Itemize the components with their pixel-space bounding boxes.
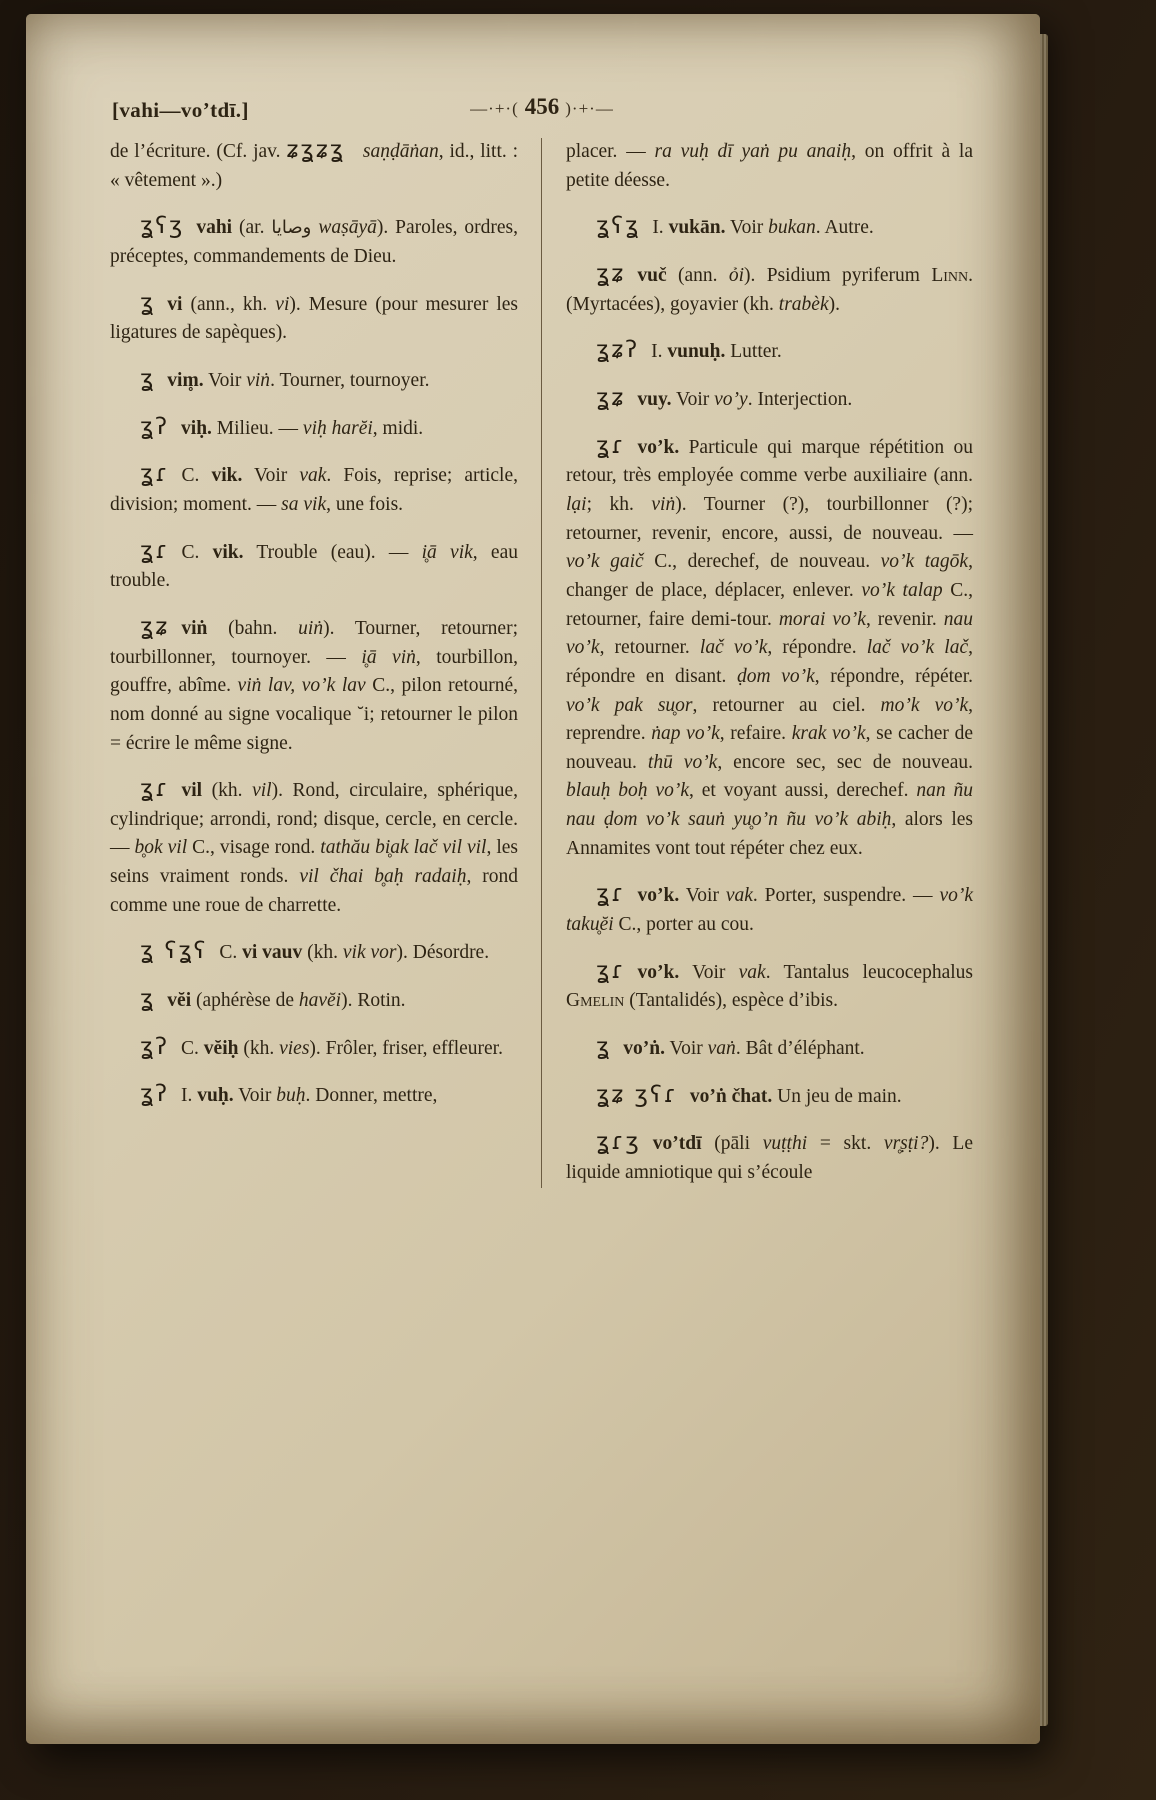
entry-text: ). Frôler, friser, effleurer. — [309, 1037, 503, 1059]
entry-text: , midi. — [372, 417, 424, 439]
italic-term: vak — [299, 465, 327, 487]
entry-text: . Bât d’éléphant. — [735, 1038, 865, 1060]
entry-text: Voir — [242, 465, 300, 487]
italic-term: vr̥ṣṭi? — [883, 1133, 929, 1155]
entry-text: . Autre. — [815, 217, 874, 239]
entry-text: . Tourner, tournoyer. — [270, 369, 430, 391]
dictionary-entry — [566, 214, 973, 243]
italic-term: vik vor — [342, 942, 397, 964]
dictionary-entry — [566, 1035, 973, 1064]
entry-text: C., porter au cou. — [613, 914, 754, 936]
italic-term: vo’k pak su̥or — [566, 694, 693, 716]
entry-text: Voir — [203, 369, 247, 391]
entry-text: Voir — [679, 885, 726, 907]
header-ornament-right: )·+·— — [565, 99, 614, 118]
italic-term: vo’k tagōk — [880, 551, 969, 573]
dictionary-entry — [566, 262, 973, 319]
headword: vi vauv — [242, 942, 303, 964]
italic-term: blauḥ boḥ vo’k — [566, 780, 690, 802]
entry-text: , refaire. — [719, 723, 792, 745]
author-name: Linn. — [931, 264, 973, 286]
entry-text: (pāli — [701, 1133, 763, 1155]
dictionary-entry — [110, 1082, 518, 1111]
headword: vuy. — [637, 388, 672, 410]
entry-text: I. — [652, 217, 669, 239]
entry-text: ). Psidium pyriferum — [744, 264, 932, 286]
entry-text: C., derechef, de nouveau. — [643, 551, 881, 573]
dictionary-entry — [110, 367, 518, 396]
dictionary-entry — [566, 1083, 973, 1112]
entry-text: de l’écriture. (Cf. jav. — [110, 141, 287, 162]
entry-text: (Myrtacées), goyavier (kh. — [566, 293, 779, 315]
dictionary-entry — [110, 939, 518, 968]
dictionary-entry — [110, 777, 518, 920]
cham-glyph: ʓɾ — [140, 461, 170, 488]
entry-text: . Porter, suspendre. — — [752, 885, 940, 907]
italic-term: viḥ harĕi — [302, 417, 373, 439]
page-number-block — [110, 94, 974, 120]
headword: vĕi — [167, 990, 192, 1012]
entry-text: (ann. — [666, 264, 729, 286]
entry-text: C., pilon retourné, nom donné au signe vocalique ˘i; retourner le pilon = écrire le même signe. — [110, 675, 518, 754]
cham-glyph: ʓɾ — [596, 881, 626, 908]
italic-term: lač vo’k — [699, 637, 768, 659]
cham-glyph: ʓʔ — [140, 1033, 170, 1060]
dictionary-entry — [110, 539, 518, 596]
italic-term: vi — [275, 293, 290, 315]
italic-term: vil čhai b̥aḥ radaiḥ — [299, 866, 467, 888]
italic-term: vaṅ — [707, 1038, 736, 1060]
entry-text: , alors les Annamites vont tout répéter chez eux. — [566, 809, 973, 859]
italic-term: i̥ā viṅ — [361, 646, 416, 668]
cham-glyph: ʓ — [140, 986, 156, 1013]
italic-term: ṅap vo’k — [651, 723, 720, 745]
cham-glyph: ʓʑ — [596, 384, 626, 411]
header-ornament-left: —·+·( — [470, 99, 519, 118]
cham-glyph: ʓʑ — [140, 613, 170, 640]
entry-text: ; kh. — [586, 493, 652, 515]
entry-text: C., retourner, faire demi-tour. — [566, 579, 973, 630]
entry-text: ). Tourner (?), tourbillonner (?); retourner, revenir, encore, aussi, de nouveau. — — [566, 493, 974, 544]
italic-term: waṣāyā — [318, 217, 377, 239]
italic-term: bukan — [768, 217, 816, 239]
entry-text: , répondre en disant. — [566, 637, 973, 687]
cham-glyph: ʓ — [140, 289, 156, 316]
italic-term: viṅ lav, vo’k lav — [237, 675, 366, 697]
author-name: Gmelin — [566, 990, 625, 1012]
entry-text: , rond comme une roue de charrette. — [110, 866, 519, 916]
entry-text: Voir — [725, 217, 769, 239]
entry-text: Particule qui marque répétition ou retour, très employée comme verbe auxiliaire (ann. — [566, 436, 973, 487]
headword: vik. — [211, 465, 243, 487]
cham-glyph: ʓ — [140, 365, 156, 392]
dictionary-entry — [110, 987, 518, 1016]
entry-text: ). Rotin. — [341, 990, 406, 1012]
dictionary-entry — [566, 434, 973, 864]
entry-text: placer. — — [566, 141, 655, 162]
italic-term: krak vo’k — [791, 723, 866, 745]
cham-glyph: ʓɾ — [596, 432, 626, 459]
entry-text: , changer de place, déplacer, enlever. — [566, 551, 973, 601]
headword: vĕiḥ — [203, 1037, 239, 1059]
entry-text: , répondre, répéter. — [814, 665, 974, 687]
dictionary-entry — [110, 138, 518, 195]
headword: vo’k. — [637, 961, 680, 983]
dictionary-entry — [110, 1035, 518, 1064]
italic-term: tathău bi̥ak lač vil vil — [320, 837, 487, 859]
entry-text: ). Mesure (pour mesurer les ligatures de sapèques). — [110, 293, 518, 344]
italic-term: sa vik — [281, 493, 327, 515]
cham-glyph: ʓɾ — [140, 776, 170, 803]
entry-text: I. — [651, 341, 668, 363]
italic-term: uiṅ — [298, 617, 324, 639]
cham-glyph: ʓ ʕʓʕ — [140, 938, 208, 965]
entry-text: (kh. — [302, 942, 343, 964]
headword: vo’ṅ čhat. — [689, 1085, 773, 1107]
cham-glyph: ʓʑ ʒʕɾ — [596, 1081, 678, 1108]
entry-text: Voir — [233, 1085, 277, 1107]
entry-text: , reprendre. — [566, 694, 974, 745]
text-block — [110, 92, 974, 1188]
headword: vunuḥ. — [667, 341, 726, 363]
italic-term: buḥ — [276, 1085, 306, 1107]
entry-text: . Donner, mettre, — [305, 1085, 438, 1107]
entry-text: Voir — [665, 1038, 708, 1060]
italic-term: vo’k taku̥ĕi — [566, 885, 973, 936]
entry-text: C. — [181, 541, 213, 563]
entry-text: (ann., kh. — [182, 293, 276, 315]
entry-text: C. — [181, 1037, 204, 1059]
entry-text: , répondre. — [767, 637, 867, 659]
italic-term: morai vo’k — [778, 608, 866, 630]
headword: vuč — [637, 264, 667, 286]
headword: vukān. — [668, 217, 726, 239]
italic-term: vo’k gaič — [566, 551, 644, 573]
italic-term: vies — [279, 1037, 310, 1059]
cham-glyph: ʓʕʓ — [596, 213, 641, 240]
entry-text: ). Paroles, ordres, préceptes, commandements de Dieu. — [110, 217, 518, 267]
cham-glyph: ʓʑʔ — [596, 337, 640, 364]
italic-term: vuṭṭhi — [762, 1133, 808, 1155]
entry-text: ). — [828, 293, 840, 315]
entry-text: (kh. — [202, 780, 253, 802]
entry-text: I. — [181, 1085, 198, 1107]
entry-text: Lutter. — [725, 341, 782, 363]
entry-text: . Tantalus leucocephalus — [765, 961, 973, 983]
dictionary-entry — [566, 138, 973, 195]
italic-term: thū vo’k — [647, 751, 718, 773]
headword: viṅ — [181, 617, 208, 639]
dictionary-entry — [110, 214, 518, 271]
entry-text: , on offrit à la petite déesse. — [566, 141, 974, 191]
entry-text: , une fois. — [326, 493, 404, 515]
running-head: [vahi—vo’tdī.] — [112, 98, 249, 122]
entry-text: Trouble (eau). — — [243, 541, 422, 563]
entry-text: ). Désordre. — [396, 942, 490, 964]
italic-term: ỏi — [728, 264, 744, 286]
italic-term: mo’k vo’k — [880, 694, 969, 716]
italic-term: viṅ — [246, 369, 271, 391]
dictionary-entry — [566, 386, 973, 415]
entry-text: , les seins vraiment ronds. — [110, 837, 518, 888]
entry-text: , id., litt. : « vêtement ».) — [110, 141, 518, 191]
dictionary-entry — [110, 415, 518, 444]
italic-term: vak — [738, 961, 766, 983]
headword: viḥ. — [181, 417, 212, 439]
entry-text: ). Rond, circulaire, sphérique, cylindrique; arrondi, rond; disque, cercle, en cercle. — — [110, 780, 519, 859]
italic-term: viṅ — [651, 493, 676, 515]
entry-text: (bahn. — [207, 617, 299, 639]
entry-text: , encore sec, sec de nouveau. — [717, 751, 973, 773]
cham-glyph: ʑʓʑʓ — [286, 137, 346, 163]
entry-text: , eau trouble. — [110, 541, 518, 592]
dictionary-entry — [110, 291, 518, 348]
entry-text: , retourner au ciel. — [692, 694, 881, 716]
left-column — [110, 138, 542, 1188]
italic-term: trabèk — [778, 293, 829, 315]
page-edges — [1040, 34, 1048, 1726]
italic-term: ḍom vo’k — [737, 665, 815, 687]
entry-text: , retourner. — [599, 637, 700, 659]
headword: vil — [181, 780, 203, 802]
page-number: 456 — [524, 94, 560, 119]
dictionary-entry — [110, 462, 518, 519]
entry-text: (kh. — [238, 1037, 280, 1059]
italic-term: nau vo’k — [566, 608, 974, 659]
right-column — [542, 138, 973, 1188]
headword: vo’ṅ. — [623, 1038, 666, 1060]
italic-term: havĕi — [298, 990, 342, 1012]
cham-glyph: ʓ — [596, 1034, 612, 1061]
entry-text: C., visage rond. — [187, 837, 321, 859]
entry-text: ). Le liquide amniotique qui s’écoule — [566, 1133, 973, 1184]
cham-glyph: ʓɾ — [140, 537, 170, 564]
cham-glyph: ʓʑ — [596, 260, 626, 287]
page-header — [110, 92, 974, 138]
cham-glyph: ʓʔ — [140, 1081, 170, 1108]
arabic-text: وصايا — [271, 217, 312, 239]
italic-term: lại — [566, 493, 587, 515]
headword: vim̥. — [167, 369, 204, 391]
cham-glyph: ʓʕʒ — [140, 213, 185, 240]
italic-term: vo’k talap — [861, 579, 943, 601]
dictionary-entry — [566, 338, 973, 367]
italic-term: nan ñu nau ḍom vo’k sauṅ yu̥o’n ñu vo’k abiḥ — [566, 780, 973, 831]
entry-text: , se cacher de nouveau. — [566, 723, 974, 773]
entry-text: , et voyant aussi, derechef. — [689, 780, 917, 802]
dictionary-entry — [566, 882, 973, 939]
entry-text: C. — [219, 942, 243, 964]
book-page — [26, 14, 1040, 1744]
dictionary-entry — [566, 959, 973, 1016]
headword: vo’tdī — [652, 1133, 702, 1155]
entry-text: . Fois, reprise; article, division; moment. — — [110, 465, 518, 515]
italic-term: vak — [725, 885, 753, 907]
italic-term: lač vo’k lač — [866, 637, 969, 659]
italic-term: vil — [252, 780, 272, 802]
dictionary-entry — [110, 615, 518, 758]
cham-glyph: ʓɾ — [596, 957, 626, 984]
italic-term: b̥ok vil — [134, 837, 188, 859]
entry-text: Voir — [679, 961, 739, 983]
italic-term: saṇḍāṅan — [357, 141, 439, 162]
entry-text: (ar. — [232, 217, 272, 239]
entry-text: = skt. — [807, 1133, 884, 1155]
entry-text: (aphérèse de — [191, 990, 299, 1012]
entry-text: C. — [181, 465, 212, 487]
entry-text: ). Tourner, retourner; tourbillonner, tournoyer. — — [110, 617, 518, 668]
italic-term: vo’y — [714, 388, 748, 410]
columns — [110, 138, 974, 1188]
headword: vi — [167, 293, 183, 315]
entry-text: , revenir. — [865, 608, 944, 630]
italic-term: ra vuḥ dī yaṅ pu anaiḥ — [654, 141, 852, 162]
headword: vo’k. — [637, 885, 680, 907]
italic-term: i̥ā vik — [421, 541, 473, 563]
entry-text: Un jeu de main. — [772, 1085, 902, 1107]
entry-text: Milieu. — — [211, 417, 303, 439]
cham-glyph: ʓʔ — [140, 413, 170, 440]
entry-text: . Interjection. — [747, 388, 853, 410]
entry-text: (Tantalidés), espèce d’ibis. — [624, 990, 839, 1012]
headword: vik. — [212, 541, 244, 563]
entry-text: Voir — [671, 388, 715, 410]
headword: vuḥ. — [197, 1085, 234, 1107]
entry-text: , tourbillon, gouffre, abîme. — [110, 646, 518, 697]
headword: vo’k. — [637, 436, 680, 458]
dictionary-entry — [566, 1130, 973, 1187]
headword: vahi — [196, 217, 233, 239]
cham-glyph: ʓɾʒ — [596, 1129, 641, 1156]
